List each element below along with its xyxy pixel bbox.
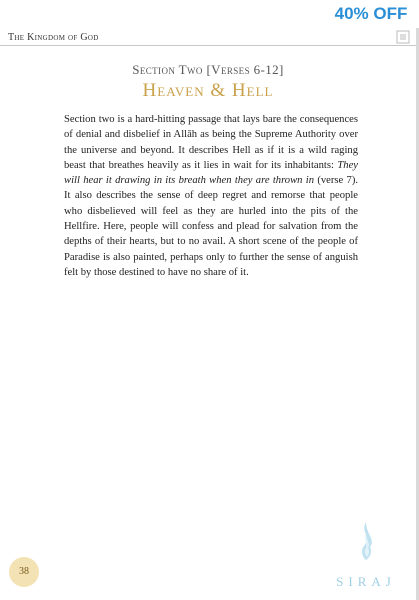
section-label: Section Two [Verses 6-12] [132, 62, 284, 77]
body-text-part1: Section two is a hard-hitting passage that lays bare the consequences of denial and disbelief in Allāh as being the Supreme Authority over the universe and beyond. It describes Hell as if it is a wild raging beast that breathes heavily as it lies in wait for its inhabitants: [64, 114, 358, 171]
siraj-logo [326, 520, 406, 592]
header-rule [0, 45, 416, 46]
quoted-verse: They will hear it drawing in its breath when they are thrown in [64, 159, 358, 187]
discount-badge: 40% OFF [323, 0, 419, 28]
running-header-title: The Kingdom of God [8, 32, 99, 43]
body-paragraph [64, 112, 358, 280]
page-number-badge: 38 [9, 557, 39, 587]
corner-ornament-icon [396, 30, 410, 44]
section-title: Heaven & Hell [142, 80, 274, 101]
siraj-flame-logo-icon [354, 520, 378, 564]
body-text-part2: (verse 7). It also describes the sense of deep regret and remorse that people who disbelieved will feel as they are hurled into the pits of the Hellfire. Here, people will confess and plead for salvation from the depths of their hearts, but to no avail. A short scene of the people of Paradise is also painted, perhaps only to further the sense of anguish felt by those destined to have no share of it. [64, 175, 358, 278]
siraj-logo-text: SIRAJ [336, 574, 396, 589]
